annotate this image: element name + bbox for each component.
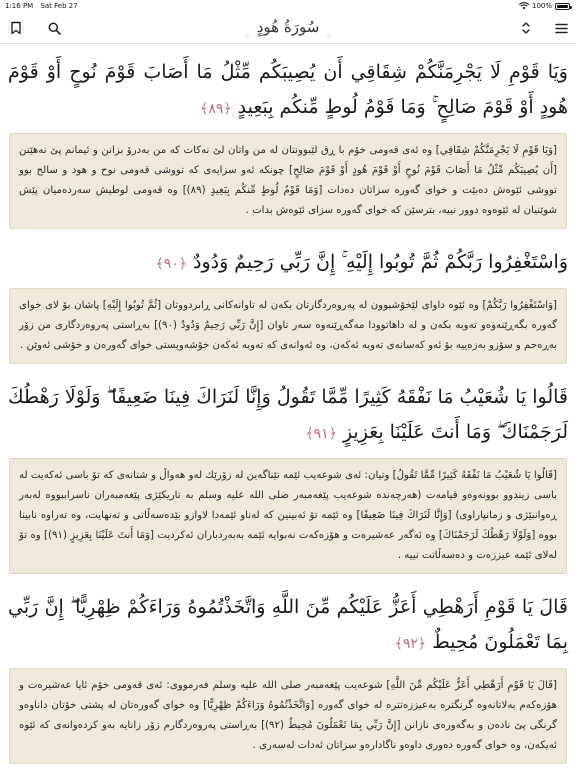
ayah-arabic: قَالُوا يَا شُعَيْبُ مَا نَفْقَهُ كَثِيرًا مِّمَّا تَقُولُ وَإِنَّا لَنَرَاكَ فِينَا ضَعِيفًا ۖ وَلَوْلَا رَهْطُكَ لَرَجَمْنَاكَ ۖ وَمَا أَنتَ عَلَيْنَا بِعَزِيزٍ: [8, 386, 568, 443]
ayah-arabic: قَالَ يَا قَوْمِ أَرَهْطِي أَعَزُّ عَلَيْكُم مِّنَ اللَّهِ وَاتَّخَذْتُمُوهُ وَرَاءَكُمْ ظِهْرِيًّا ۖ إِنَّ رَبِّي بِمَا تَعْمَلُونَ مُحِيطٌ: [8, 596, 568, 653]
battery-icon: [555, 3, 570, 10]
battery-percent: 100%: [531, 2, 552, 10]
battery-fill: [557, 5, 568, 8]
ayah-number: ﴿٩١﴾: [305, 426, 337, 442]
ayah-block: [0, 45, 576, 229]
content-scroll[interactable]: [0, 45, 576, 768]
tafsir-box: [قَالَ يَا قَوْمِ أَرَهْطِي أَعَزُّ عَلَيْكُم مِّنَ اللَّهِ] شوعەیب پێغەمبەر صلى الله عليه وسلم فەرمووی: ئەی قەومی خۆم ئایا عەشیرەت و هۆزەكەم بەلاتانەوە گرنگترە بەعیززەتترە لە خوای گەورە [وَاتَّخَذْتُمُوهُ وَرَاءَكُمْ ظِهْرِيًّا] وە خوای گەورەتان لە پشتی خۆتان داناوەو گرنگی پێ نادەن و بەگەورەی نازانن [إِنَّ رَبِّي بِمَا تَعْمَلُونَ مُحِيطٌ (٩٢)] بەڕاستی پەروەردگارم زۆر زانایە بەو كردەوانەی كە ئێوە ئەیكەن، وە خوای گەورە دەوری داوەو ناگادارەو سزاتان ئەدات لەسەری .: [9, 668, 567, 764]
toolbar: [0, 12, 576, 44]
status-right: [519, 2, 570, 10]
ayah-text[interactable]: [0, 235, 576, 288]
title-wrap: [0, 16, 576, 38]
sort-button[interactable]: [516, 18, 536, 38]
ayah-text[interactable]: [0, 370, 576, 458]
ayah-block: [0, 370, 576, 574]
chevron-up-down-icon: [521, 21, 531, 35]
ayah-number: ﴿٩٠﴾: [155, 256, 187, 272]
tafsir-box: [وَاسْتَغْفِرُوا رَبَّكُمْ] وە ئێوە داوای لێخۆشبوون لە پەروەردگارتان بكەن لە تاوانەكانی ڕابردووتان [ثُمَّ تُوبُوا إِلَيْهِ] پاشان بۆ لای خوای گەورە بگەڕێنەوەو تەوبە بكەن و لە داهاتوودا مەگەڕێنەوە سەر تاوان [إِنَّ رَبِّي رَحِيمٌ وَدُودٌ (٩٠)] بەڕاستی پەروەردگاری من زۆر بەڕەحم و سۆزو بەزەییە بۆ ئەو كەسانەی تەوبە ئەكەن، وە ئەوانەی كە تەوبە ئەكەن خۆشەویستی خوای گەورەن و خۆشی ئەوێن .: [9, 288, 567, 364]
surah-title: ۞ سُورَةُ هُودٍ ۞: [245, 16, 332, 38]
hamburger-menu-icon: [555, 23, 568, 34]
wifi-icon: [519, 2, 529, 10]
status-bar: [0, 0, 576, 12]
status-date: Sat Feb 27: [40, 2, 78, 10]
ayah-text[interactable]: [0, 580, 576, 668]
ayah-number: ﴿٩٢﴾: [394, 636, 427, 652]
tafsir-box: [قَالُوا يَا شُعَيْبُ مَا نَفْقَهُ كَثِيرًا مِّمَّا تَقُولُ] وتیان: ئەی شوعەیب ئێمە تێناگەین لە زۆرێك لەو هەواڵ و شتانەی كە تۆ باسی ئەكەیت لە باسی زیندوو بوونەوەو قیامەت (هەرچەندە شوعەیب پێغەمبەر صلى الله عليه وسلم بە تاریكێژی پێغەمبەران ناسراببووە لەبەر ڕەوانبێژی و زمانپاراوی) [وَإِنَّا لَنَرَاكَ فِينَا ضَعِيفًا] وە ئێمە تۆ ئەبینین كە لەناو ئێمەدا لاوازو بێدەسەڵاتی و تەنهایت، وە تەراوە نابینا بووە [وَلَوْلَا رَهْطُكَ لَرَجَمْنَاكَ] وە ئەگەر عەشیرەت و هۆزەكەت نەبوایە ئێمە بەبەردباران ئەكردیت [وَمَا أَنتَ عَلَيْنَا بِعَزِيزٍ (٩١)] وە تۆ لەلای ئێمە عیززەت و دەسەڵاتت نییە .: [9, 458, 567, 574]
ayah-arabic: وَيَا قَوْمِ لَا يَجْرِمَنَّكُمْ شِقَاقِي أَن يُصِيبَكُم مِّثْلُ مَا أَصَابَ قَوْمَ نُوحٍ أَوْ قَوْمَ هُودٍ أَوْ قَوْمَ صَالِحٍ ۚ وَمَا قَوْمُ لُوطٍ مِّنكُم بِبَعِيدٍ: [8, 61, 568, 118]
ayah-block: [0, 580, 576, 764]
status-left: [5, 2, 83, 10]
ayah-block: [0, 235, 576, 364]
menu-button[interactable]: [551, 18, 571, 38]
ayah-number: ﴿٨٩﴾: [200, 101, 232, 117]
ayah-arabic: وَاسْتَغْفِرُوا رَبَّكُمْ ثُمَّ تُوبُوا إِلَيْهِ ۚ إِنَّ رَبِّي رَحِيمٌ وَدُودٌ: [193, 251, 568, 273]
status-time: 1:16 PM: [5, 2, 34, 10]
tafsir-box: [وَيَا قَوْمِ لَا يَجْرِمَنَّكُمْ شِقَاقِي] وە ئەی قەومی خۆم با ڕق لێبوونتان لە من واتان لێ نەكات كە من بەدرۆ بزانن و ئیمانم پێ نەهێنن [أَن يُصِيبَكُم مِّثْلُ مَا أَصَابَ قَوْمَ نُوحٍ أَوْ قَوْمَ هُودٍ أَوْ قَوْمَ صَالِحٍ] چونكە ئەو سزایەی كە تووشی قەومی نوح و هود و سالح بوو تووشی ئێوەش دەبێت و خوای گەورە سزاتان دەدات [وَمَا قَوْمُ لُوطٍ مِّنكُم بِبَعِيدٍ (٨٩)] وە قەومی لوطیش سەردەمیان پێش شوێنیان لە ئێوەوە دوور نییە، بترسێن كە خوای گەورە سزای ئێوەش بدات .: [9, 133, 567, 229]
ayah-text[interactable]: [0, 45, 576, 133]
